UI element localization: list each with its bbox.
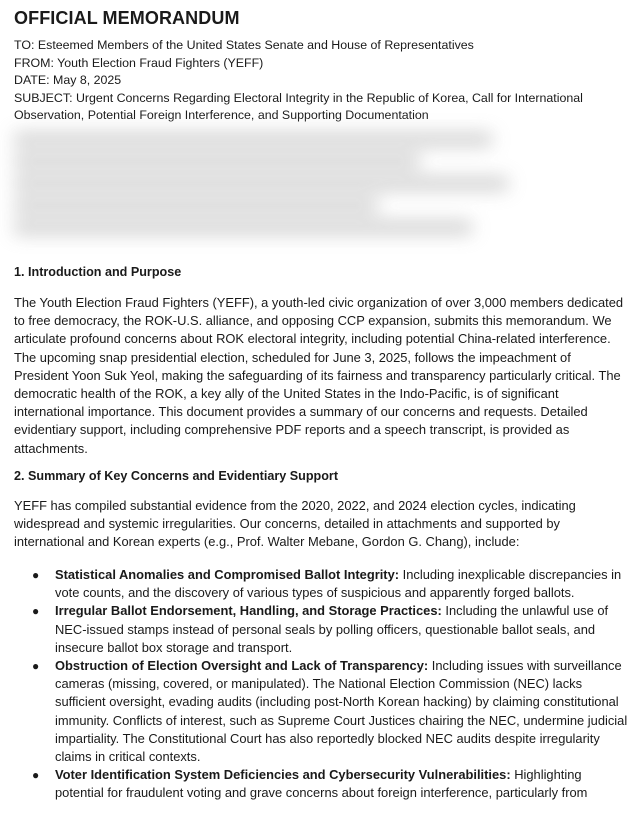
list-item-text: Highlighting potential for fraudulent voting and grave concerns about foreign interference, particularly from xyxy=(55,767,588,801)
bullet-icon: ● xyxy=(32,768,40,783)
list-item xyxy=(0,566,630,602)
list-item-text: Including the unlawful use of NEC-issued stamps instead of personal seals by polling officers, questionable ballot seals, and insecure ballot box storage and transport. xyxy=(55,603,609,655)
redacted-blurred-text xyxy=(14,133,534,258)
list-item-title: Voter Identification System Deficiencies and Cybersecurity Vulnerabilities: xyxy=(55,767,511,783)
memo-subject: SUBJECT: Urgent Concerns Regarding Electoral Integrity in the Republic of Korea, Call for International Observation, Potential Foreign Interference, and Supporting Documentation xyxy=(14,90,583,123)
list-item-title: Obstruction of Election Oversight and Lack of Transparency: xyxy=(55,658,429,674)
list-item-text: Including issues with surveillance cameras (missing, covered, or manipulated). The National Election Commission (NEC) lacks sufficient oversight, evading audits (including post-North Korean hacking) by claiming constitutional immunity. Conflicts of interest, such as Supreme Court Justices chairing the NEC, undermine judicial impartiality. The Constitutional Court has also reportedly blocked NEC audits despite irregularity claims in critical contexts. xyxy=(55,658,628,765)
list-item-title: Irregular Ballot Endorsement, Handling, and Storage Practices: xyxy=(55,603,442,619)
memo-date: DATE: May 8, 2025 xyxy=(14,73,122,88)
memo-from: FROM: Youth Election Fraud Fighters (YEFF) xyxy=(14,55,264,70)
section1-body: The Youth Election Fraud Fighters (YEFF), a youth-led civic organization of over 3,000 members dedicated to free democracy, the ROK-U.S. alliance, and opposing CCP expansion, submits this memorandum. We articulate profound concerns about ROK electoral integrity, including potential China-related interference. The upcoming snap presidential election, scheduled for June 3, 2025, follows the impeachment of President Yoon Suk Yeol, making the safeguarding of its fairness and transparency particularly critical. The democratic health of the ROK, a key ally of the United States in the Indo-Pacific, is of significant international importance. This document provides a summary of our concerns and requests. Detailed evidentiary support, including comprehensive PDF reports and a speech transcript, is provided as attachments. xyxy=(14,295,624,456)
section2-body: YEFF has compiled substantial evidence from the 2020, 2022, and 2024 election cycles, indicating widespread and systemic irregularities. Our concerns, detailed in attachments and supported by international and Korean experts (e.g., Prof. Walter Mebane, Gordon G. Chang), include: xyxy=(14,498,576,550)
memo-to: TO: Esteemed Members of the United States Senate and House of Representatives xyxy=(14,38,474,52)
section2-heading: 2. Summary of Key Concerns and Evidentiary Support xyxy=(14,469,339,483)
list-item-text: Including inexplicable discrepancies in vote counts, and the discovery of various types of suspicious and apparently forged ballots. xyxy=(55,567,622,601)
bullet-icon: ● xyxy=(32,604,40,619)
concerns-list xyxy=(0,566,640,803)
bullet-icon: ● xyxy=(32,568,40,582)
memo-header xyxy=(14,37,626,125)
list-item xyxy=(0,766,630,802)
section1-heading: 1. Introduction and Purpose xyxy=(14,265,182,279)
memo-title: OFFICIAL MEMORANDUM xyxy=(14,8,240,28)
bullet-icon: ● xyxy=(32,659,40,674)
list-item xyxy=(0,657,630,766)
list-item-title: Statistical Anomalies and Compromised Ballot Integrity: xyxy=(55,567,400,582)
list-item xyxy=(0,602,630,657)
